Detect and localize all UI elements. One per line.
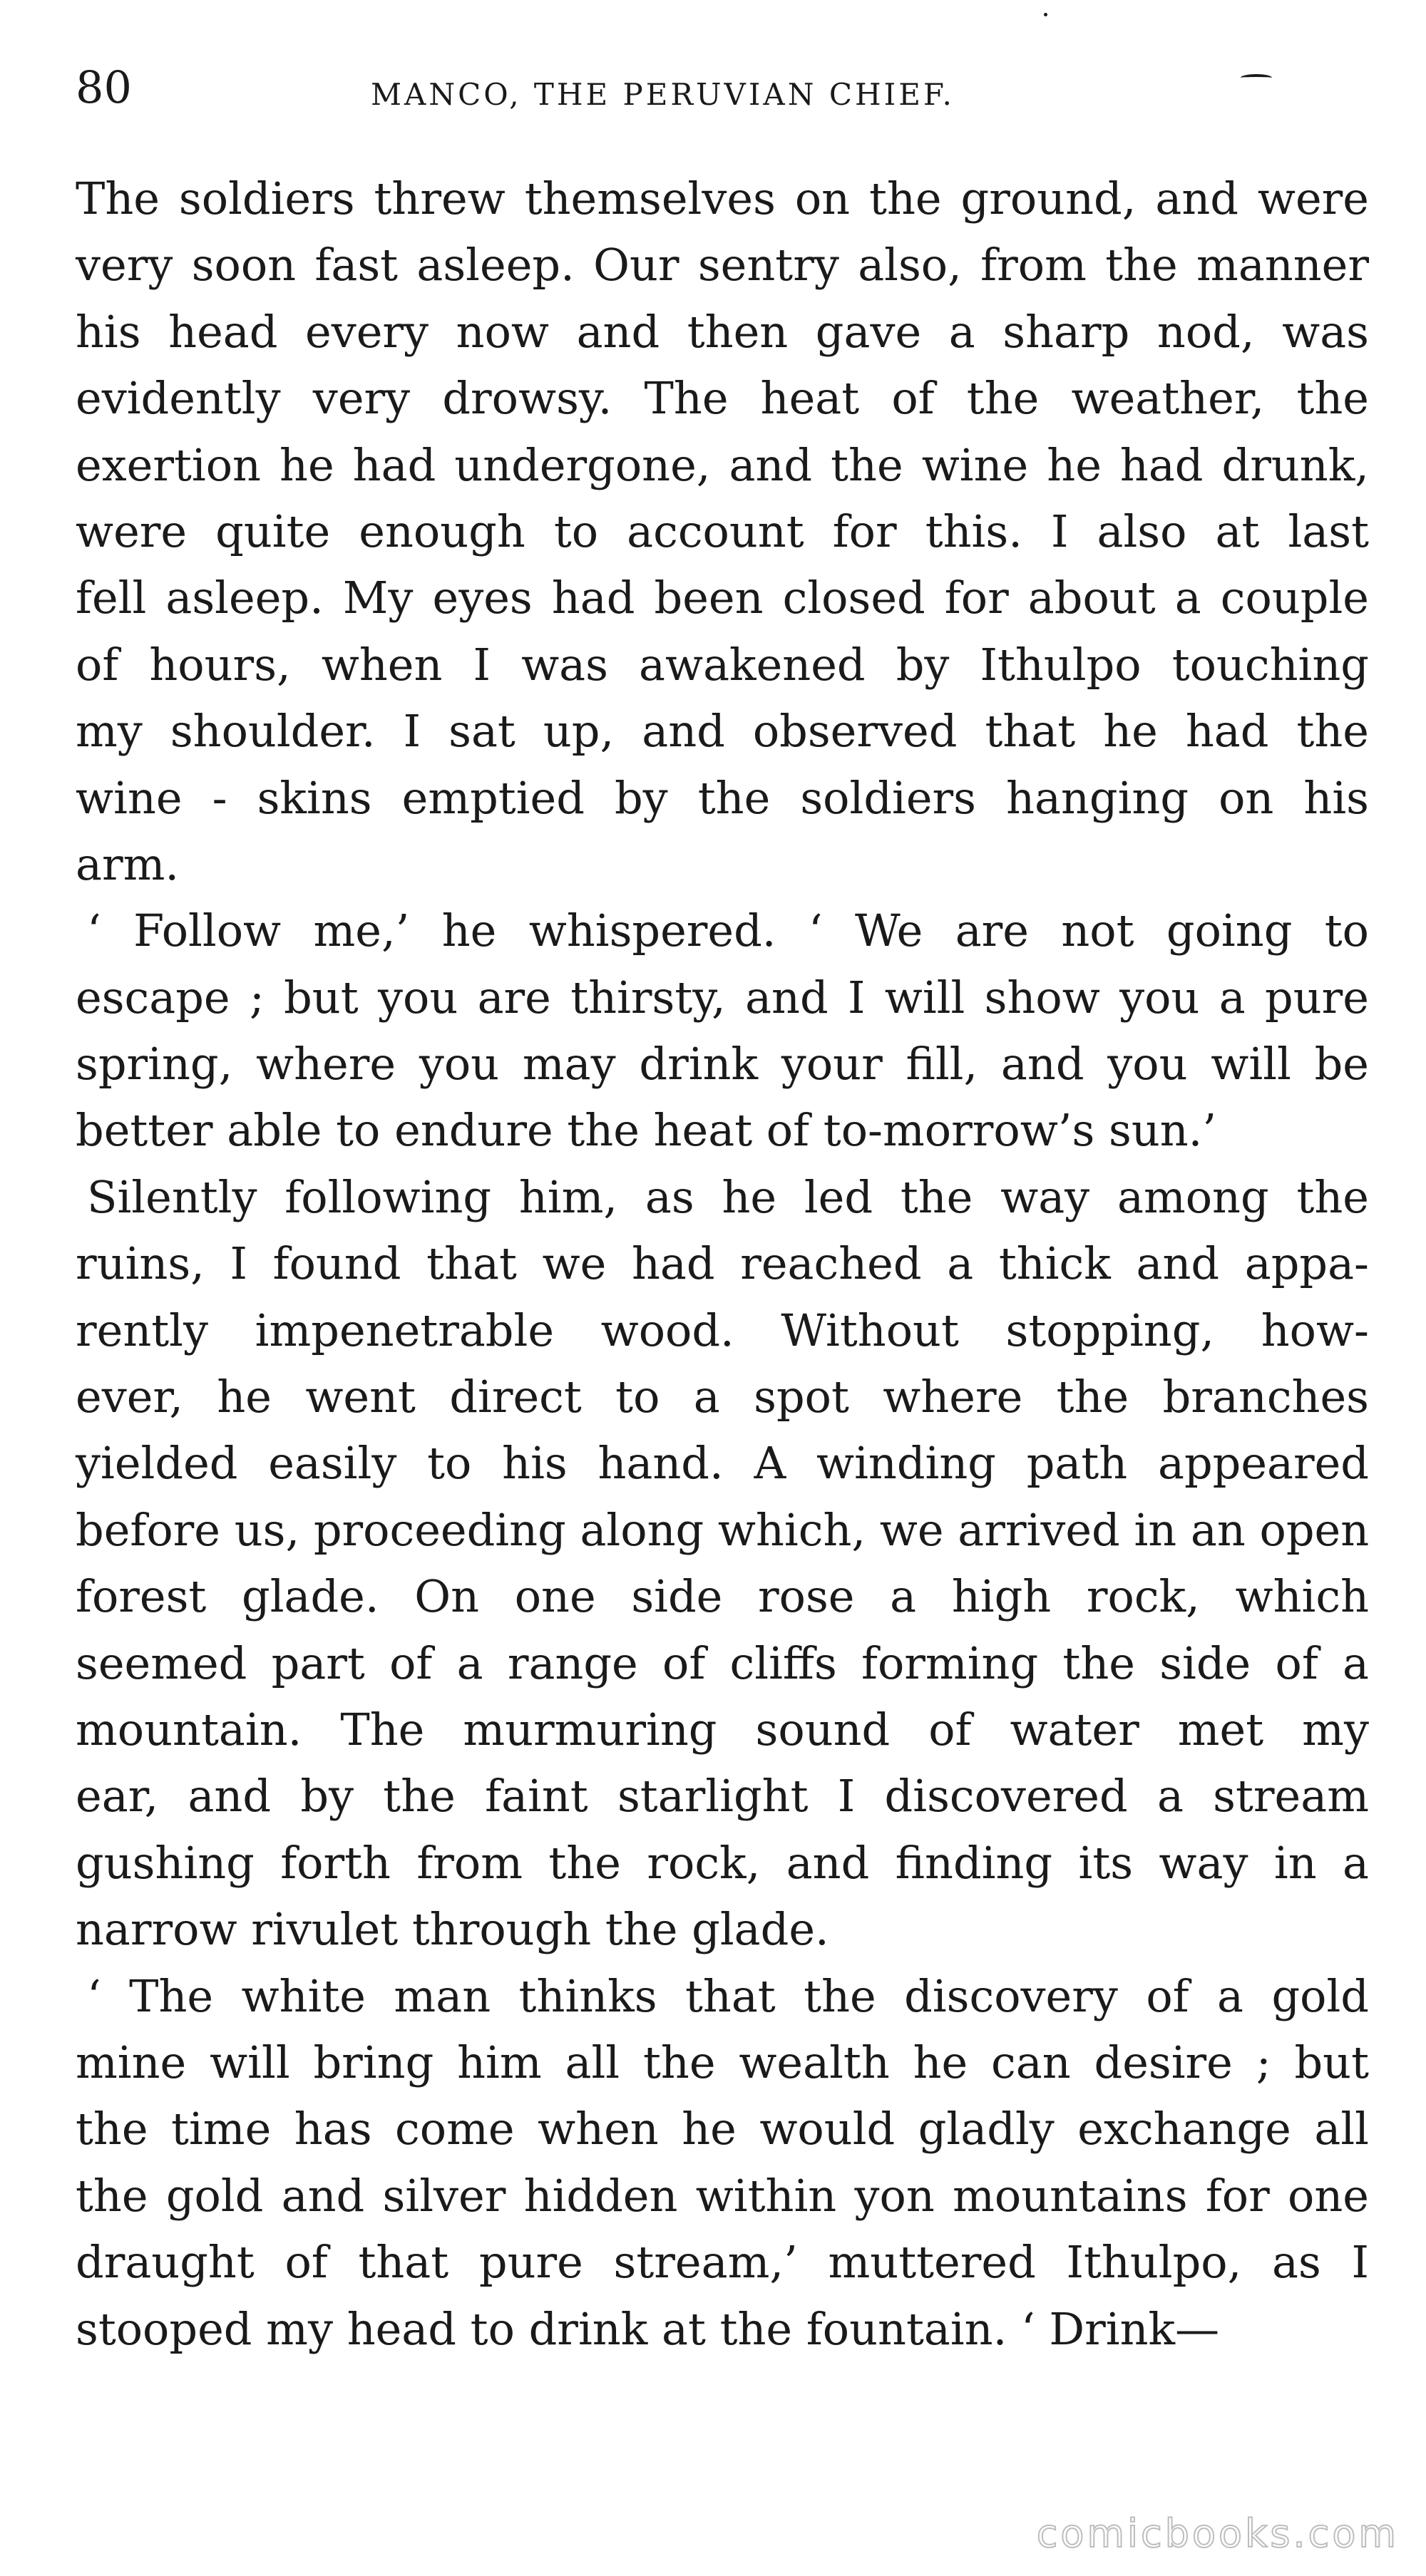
running-head: MANCO, THE PERUVIAN CHIEF. [371, 77, 955, 112]
page-number: 80 [76, 61, 132, 113]
print-speck [1044, 13, 1047, 16]
text-line: spring, where you may drink your fill, and you will be [76, 1038, 1369, 1091]
text-line: arm. [76, 838, 180, 890]
text-line: Silently following him, as he led the way among the [87, 1170, 1369, 1223]
body-text [76, 165, 1369, 2362]
text-line: before us, proceeding along which, we arrived in an open [76, 1503, 1370, 1556]
text-line: the time has come when he would gladly exchange all [76, 2103, 1369, 2155]
text-line: yielded easily to his hand. A winding path appeared [76, 1437, 1369, 1490]
text-line: seemed part of a range of cliffs forming the side of a [76, 1637, 1369, 1689]
text-line: evidently very drowsy. The heat of the weather, the [76, 372, 1369, 425]
watermark: comicbooks.com [1036, 2511, 1399, 2556]
text-line: stooped my head to drink at the fountain. ‘ Drink— [76, 2302, 1220, 2355]
text-line: exertion he had undergone, and the wine he had drunk, [76, 438, 1369, 491]
text-line: narrow rivulet through the glade. [76, 1903, 829, 1956]
text-line: fell asleep. My eyes had been closed for about a couple [76, 572, 1369, 624]
text-line: ruins, I found that we had reached a thick and appa- [76, 1237, 1369, 1290]
text-line: ‘ Follow me,’ he whispered. ‘ We are not going to [87, 905, 1369, 957]
text-line: ear, and by the faint starlight I discovered a stream [76, 1770, 1369, 1823]
text-line: my shoulder. I sat up, and observed that he had the [76, 705, 1369, 758]
text-line: ‘ The white man thinks that the discovery of a gold [87, 1969, 1369, 2022]
text-line: wine - skins emptied by the soldiers hanging on his [76, 771, 1369, 824]
text-line: escape ; but you are thirsty, and I will show you a pure [76, 971, 1369, 1024]
text-line: very soon fast asleep. Our sentry also, from the manner [76, 239, 1369, 292]
text-line: The soldiers threw themselves on the ground, and were [76, 172, 1369, 225]
text-line: draught of that pure stream,’ muttered Ithulpo, as I [76, 2236, 1369, 2289]
text-line: rently impenetrable wood. Without stopping, how- [76, 1304, 1369, 1356]
print-mark [1241, 74, 1272, 81]
text-line: mountain. The murmuring sound of water met my [76, 1703, 1369, 1756]
text-line: gushing forth from the rock, and finding its way in a [76, 1836, 1369, 1889]
text-line: forest glade. On one side rose a high rock, which [76, 1570, 1369, 1623]
text-line: mine will bring him all the wealth he can desire ; but [76, 2036, 1369, 2088]
text-line: better able to endure the heat of to-morrow’s sun.’ [76, 1104, 1217, 1157]
text-line: his head every now and then gave a sharp nod, was [76, 305, 1369, 358]
text-line: ever, he went direct to a spot where the branches [76, 1371, 1369, 1423]
text-line: the gold and silver hidden within yon mountains for one [76, 2169, 1369, 2222]
text-line: of hours, when I was awakened by Ithulpo touching [76, 638, 1369, 691]
text-line: were quite enough to account for this. I also at last [76, 505, 1369, 557]
